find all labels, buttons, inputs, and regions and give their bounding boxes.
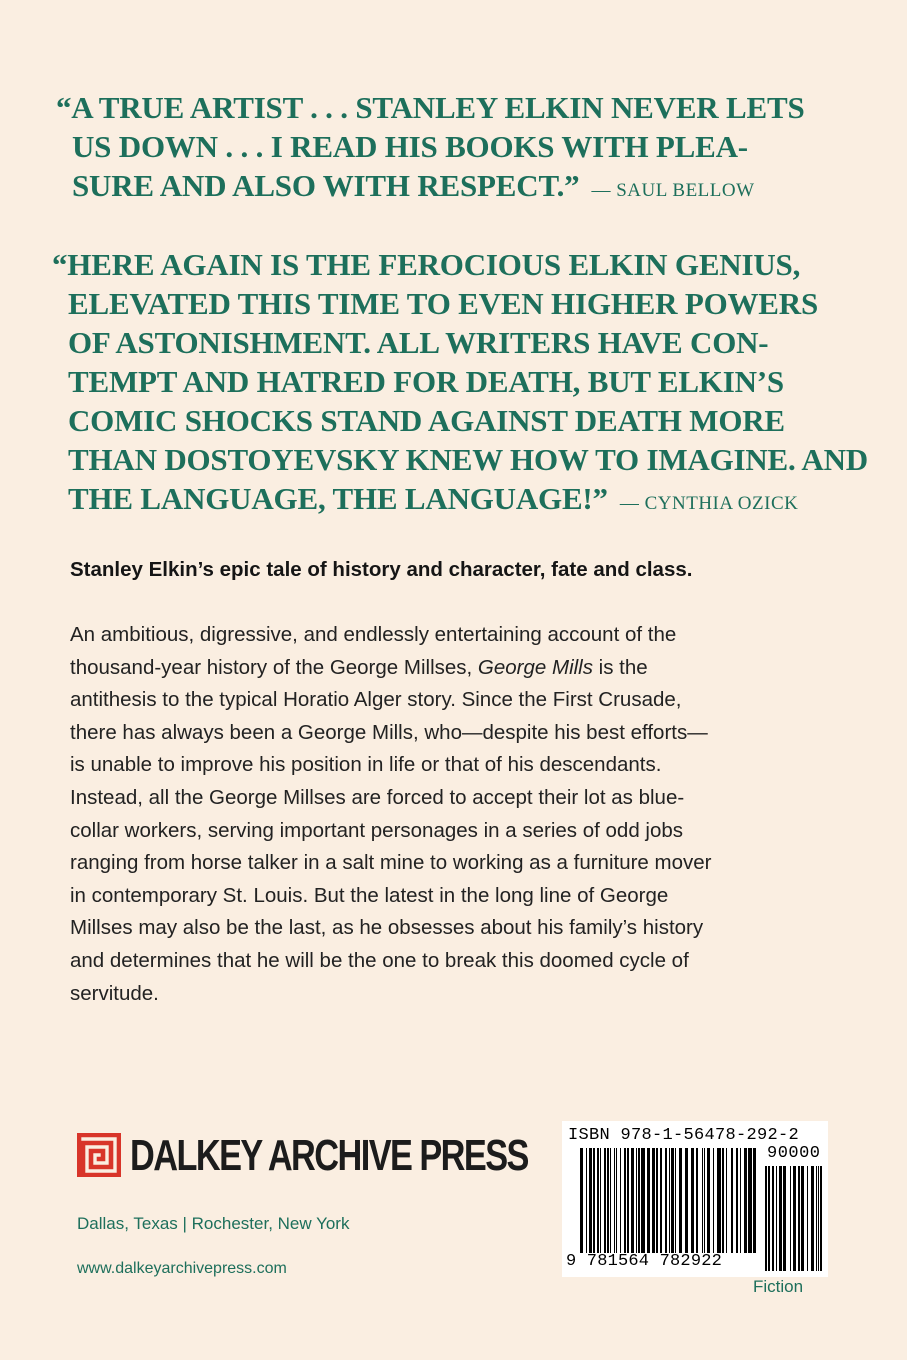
quote-attribution: — CYNTHIA OZICK (619, 493, 799, 514)
barcode-bar (811, 1166, 814, 1271)
barcode-bar (600, 1148, 601, 1253)
barcode-bar (736, 1148, 738, 1253)
barcode-bar (610, 1148, 611, 1253)
barcode-addon-digits: 90000 (767, 1144, 821, 1163)
isbn-label: ISBN 978-1-56478-292-2 (568, 1126, 800, 1145)
dalkey-spiral-logo-icon (77, 1133, 121, 1177)
barcode-bar (753, 1148, 756, 1253)
description-line: An ambitious, digressive, and endlessly entertaining account of the (70, 623, 677, 646)
barcode-bar (707, 1148, 710, 1253)
description-line: is unable to improve his position in life or that of his descendants. (70, 753, 662, 777)
barcode-bar (627, 1148, 629, 1253)
barcode-bar (748, 1148, 752, 1253)
barcode-bar (818, 1166, 819, 1271)
quote-line: THAN DOSTOYEVSKY KNEW HOW TO IMAGINE. AND (68, 442, 868, 477)
barcode-bar (713, 1148, 714, 1253)
barcode-bar (616, 1148, 617, 1253)
barcode-bar (660, 1148, 662, 1253)
barcode-bar (620, 1148, 621, 1253)
barcode-bar (669, 1148, 670, 1253)
quote-attribution: — SAUL BELLOW (591, 180, 755, 201)
barcode-bar (820, 1166, 822, 1271)
description-line: thousand-year history of the George Millses, George Mills is the (70, 655, 648, 679)
barcode-bar (593, 1148, 595, 1253)
barcode-bar (793, 1166, 796, 1271)
barcode-bar (779, 1166, 782, 1271)
isbn-barcode (562, 1121, 828, 1277)
description-line: Millses may also be the last, as he obsesses about his family’s history (70, 916, 704, 940)
barcode-bar (641, 1148, 645, 1253)
barcode-bar (614, 1148, 615, 1253)
barcode-bar (580, 1148, 583, 1253)
publisher-name: DALKEY ARCHIVE PRESS (130, 1131, 528, 1180)
barcode-bar (597, 1148, 599, 1253)
description-line: there has always been a George Mills, who—despite his best efforts— (70, 720, 708, 744)
quote-line: THE LANGUAGE, THE LANGUAGE!” (68, 481, 608, 516)
description-line: Instead, all the George Millses are forced to accept their lot as blue- (70, 785, 685, 809)
quote-line: SURE AND ALSO WITH RESPECT.” (72, 168, 580, 203)
barcode-bar (722, 1148, 724, 1253)
barcode-bar (665, 1148, 667, 1253)
barcode-bar (652, 1148, 655, 1253)
description-line: and determines that he will be the one to break this doomed cycle of (70, 948, 689, 972)
barcode-bar (656, 1148, 658, 1253)
barcode-bar (638, 1148, 640, 1253)
publisher-location: Dallas, Texas | Rochester, New York (77, 1214, 350, 1233)
book-title-italic: George Mills (477, 655, 593, 679)
barcode-bar (816, 1166, 817, 1271)
barcode-bar (636, 1148, 637, 1253)
barcode-bar (790, 1166, 791, 1271)
barcode-bar (798, 1166, 800, 1271)
barcode-bar (679, 1148, 682, 1253)
barcode-bar (586, 1148, 587, 1253)
barcode-bar (696, 1148, 698, 1253)
barcode-bar (801, 1166, 804, 1271)
description-line: servitude. (70, 981, 159, 1005)
barcode-bar (624, 1148, 626, 1253)
barcode-bar (740, 1148, 741, 1253)
barcode-bar (704, 1148, 705, 1253)
barcode-bar (731, 1148, 733, 1253)
barcode-bar (702, 1148, 703, 1253)
barcode-bar (807, 1166, 808, 1271)
barcode-bar (604, 1148, 606, 1253)
barcode-bar (589, 1148, 592, 1253)
barcode-bar (607, 1148, 609, 1253)
quote-line: “HERE AGAIN IS THE FEROCIOUS ELKIN GENIUS, (52, 247, 801, 282)
barcode-bar (776, 1166, 777, 1271)
barcode-bar (765, 1166, 767, 1271)
quote-line: TEMPT AND HATRED FOR DEATH, BUT ELKIN’S (68, 364, 784, 399)
description-line: ranging from horse talker in a salt mine to working as a furniture mover (70, 851, 712, 875)
barcode-bar (691, 1148, 694, 1253)
quote-line: OF ASTONISHMENT. ALL WRITERS HAVE CON- (68, 325, 769, 360)
barcode-bar (631, 1148, 634, 1253)
category-label: Fiction (753, 1277, 804, 1296)
description-line: collar workers, serving important personages in a series of odd jobs (70, 818, 684, 842)
quote-line: ELEVATED THIS TIME TO EVEN HIGHER POWERS (68, 286, 819, 321)
barcode-bar (744, 1148, 747, 1253)
barcode-bar (772, 1166, 774, 1271)
tagline: Stanley Elkin’s epic tale of history and character, fate and class. (70, 558, 693, 581)
book-description (70, 619, 830, 1010)
barcode-bar (675, 1148, 676, 1253)
barcode-bar (726, 1148, 727, 1253)
barcode-bar (647, 1148, 650, 1253)
blurb-quote-bellow (56, 88, 805, 210)
quote-line: US DOWN . . . I READ HIS BOOKS WITH PLEA- (72, 129, 748, 164)
quote-line: COMIC SHOCKS STAND AGAINST DEATH MORE (68, 403, 785, 438)
description-line: antithesis to the typical Horatio Alger story. Since the First Crusade, (70, 688, 682, 712)
barcode-bar (671, 1148, 674, 1253)
barcode-bar (717, 1148, 721, 1253)
barcode-ean-digits: 9 781564 782922 (566, 1252, 723, 1271)
description-line: in contemporary St. Louis. But the latest in the long line of George (70, 883, 669, 907)
barcode-bar (768, 1166, 770, 1271)
barcode-bar (783, 1166, 786, 1271)
publisher-url[interactable]: www.dalkeyarchivepress.com (77, 1260, 287, 1277)
barcode-bar (685, 1148, 688, 1253)
blurb-quote-ozick (52, 245, 868, 523)
quote-line: “A TRUE ARTIST . . . STANLEY ELKIN NEVER LETS (56, 90, 805, 125)
